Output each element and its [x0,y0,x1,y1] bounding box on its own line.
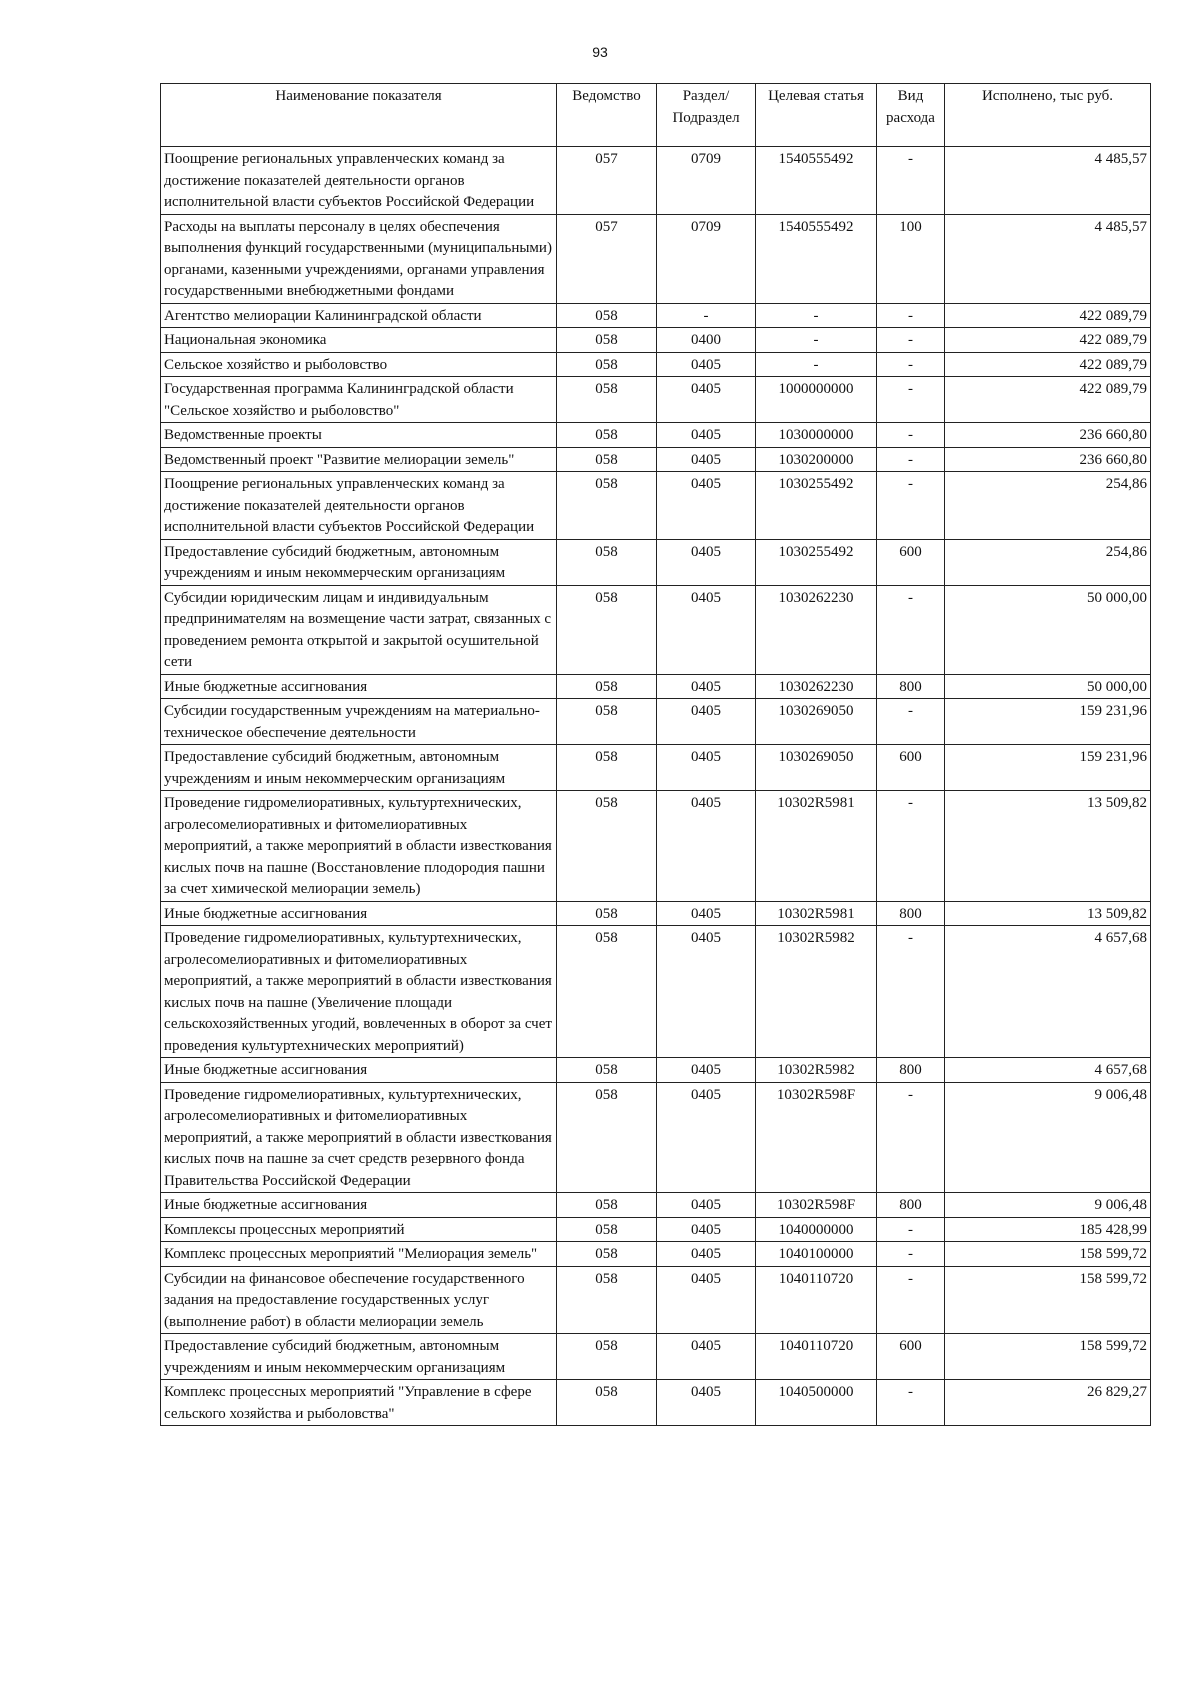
row-expense-type-cell: - [877,328,945,353]
row-section-cell: 0405 [657,901,756,926]
row-target-article-cell: 10302R5981 [756,791,877,902]
row-section-cell: - [657,303,756,328]
row-amount-cell: 26 829,27 [945,1380,1151,1426]
row-section-cell: 0405 [657,472,756,540]
row-target-article-cell: 1030200000 [756,447,877,472]
row-amount-cell: 254,86 [945,539,1151,585]
header-name: Наименование показателя [161,84,557,147]
row-expense-type-cell: 600 [877,745,945,791]
row-target-article-cell: 10302R5982 [756,926,877,1058]
row-name-cell: Предоставление субсидий бюджетным, автономным учреждениям и иным некоммерческим организациям [161,1334,557,1380]
table-row [161,1058,1151,1083]
header-section: Раздел/ Подраздел [657,84,756,147]
row-section-cell: 0405 [657,926,756,1058]
row-section-cell: 0405 [657,1217,756,1242]
row-expense-type-cell: 100 [877,214,945,303]
row-target-article-cell: 1030262230 [756,674,877,699]
row-name-cell: Иные бюджетные ассигнования [161,1193,557,1218]
row-name-cell: Иные бюджетные ассигнования [161,901,557,926]
row-department-cell: 058 [557,423,657,448]
table-row [161,1193,1151,1218]
row-name-cell: Государственная программа Калининградской области "Сельское хозяйство и рыболовство" [161,377,557,423]
row-section-cell: 0709 [657,214,756,303]
row-expense-type-cell: - [877,303,945,328]
row-section-cell: 0405 [657,1334,756,1380]
row-target-article-cell: 1540555492 [756,147,877,215]
row-amount-cell: 50 000,00 [945,585,1151,674]
row-amount-cell: 13 509,82 [945,791,1151,902]
row-expense-type-cell: - [877,699,945,745]
row-target-article-cell: 1030269050 [756,745,877,791]
page-number: 93 [592,44,608,60]
table-row [161,447,1151,472]
row-expense-type-cell: - [877,377,945,423]
row-department-cell: 058 [557,377,657,423]
row-name-cell: Субсидии юридическим лицам и индивидуальным предпринимателям на возмещение части затрат, связанных с проведением ремонта открытой и закрытой осушительной сети [161,585,557,674]
table-row [161,539,1151,585]
row-name-cell: Комплекс процессных мероприятий "Мелиорация земель" [161,1242,557,1267]
row-department-cell: 058 [557,585,657,674]
row-amount-cell: 422 089,79 [945,303,1151,328]
row-expense-type-cell: 800 [877,901,945,926]
row-expense-type-cell: 800 [877,674,945,699]
row-expense-type-cell: - [877,791,945,902]
table-row [161,699,1151,745]
row-amount-cell: 236 660,80 [945,447,1151,472]
row-amount-cell: 50 000,00 [945,674,1151,699]
row-name-cell: Национальная экономика [161,328,557,353]
row-name-cell: Проведение гидромелиоративных, культуртехнических, агролесомелиоративных и фитомелиоративных мероприятий, а также мероприятий в области известкования кислых почв на пашне за счет средств резервного фонда Правительства Российской Федерации [161,1082,557,1193]
row-name-cell: Иные бюджетные ассигнования [161,674,557,699]
row-target-article-cell: 10302R598F [756,1193,877,1218]
row-target-article-cell: 1040000000 [756,1217,877,1242]
row-department-cell: 057 [557,147,657,215]
row-section-cell: 0405 [657,699,756,745]
row-name-cell: Предоставление субсидий бюджетным, автономным учреждениям и иным некоммерческим организациям [161,539,557,585]
table-header [161,84,1151,147]
row-target-article-cell: 10302R5981 [756,901,877,926]
table-row [161,303,1151,328]
row-department-cell: 058 [557,352,657,377]
row-target-article-cell: 1030255492 [756,472,877,540]
row-section-cell: 0405 [657,377,756,423]
row-expense-type-cell: - [877,423,945,448]
row-amount-cell: 13 509,82 [945,901,1151,926]
row-expense-type-cell: - [877,447,945,472]
row-amount-cell: 4 657,68 [945,926,1151,1058]
table-row [161,328,1151,353]
row-department-cell: 058 [557,303,657,328]
row-name-cell: Проведение гидромелиоративных, культуртехнических, агролесомелиоративных и фитомелиоративных мероприятий, а также мероприятий в области известкования кислых почв на пашне (Увеличение площади сельскохозяйственных угодий, вовлеченных в оборот за счет проведения культуртехнических мероприятий) [161,926,557,1058]
table-row [161,472,1151,540]
row-amount-cell: 158 599,72 [945,1242,1151,1267]
row-amount-cell: 4 657,68 [945,1058,1151,1083]
row-section-cell: 0405 [657,352,756,377]
row-amount-cell: 159 231,96 [945,745,1151,791]
table-row [161,1082,1151,1193]
row-amount-cell: 236 660,80 [945,423,1151,448]
table-row [161,1334,1151,1380]
row-department-cell: 058 [557,1058,657,1083]
row-section-cell: 0405 [657,1242,756,1267]
row-target-article-cell: 1040110720 [756,1266,877,1334]
row-name-cell: Субсидии государственным учреждениям на материально-техническое обеспечение деятельности [161,699,557,745]
row-target-article-cell: 1000000000 [756,377,877,423]
row-target-article-cell: 1030269050 [756,699,877,745]
row-department-cell: 058 [557,745,657,791]
row-expense-type-cell: 800 [877,1193,945,1218]
row-amount-cell: 9 006,48 [945,1082,1151,1193]
row-section-cell: 0405 [657,1082,756,1193]
header-target-article: Целевая статья [756,84,877,147]
row-name-cell: Расходы на выплаты персоналу в целях обеспечения выполнения функций государственными (муниципальными) органами, казенными учреждениями, органами управления государственными внебюджетными фондами [161,214,557,303]
row-section-cell: 0405 [657,674,756,699]
table-row [161,745,1151,791]
row-target-article-cell: 1540555492 [756,214,877,303]
row-expense-type-cell: 600 [877,1334,945,1380]
row-expense-type-cell: - [877,147,945,215]
row-name-cell: Ведомственные проекты [161,423,557,448]
row-department-cell: 058 [557,1242,657,1267]
row-department-cell: 058 [557,1334,657,1380]
row-name-cell: Комплексы процессных мероприятий [161,1217,557,1242]
row-amount-cell: 158 599,72 [945,1334,1151,1380]
row-department-cell: 058 [557,1193,657,1218]
row-target-article-cell: 1040110720 [756,1334,877,1380]
budget-execution-table [160,83,1151,1426]
row-department-cell: 058 [557,447,657,472]
header-executed-amount: Исполнено, тыс руб. [945,84,1151,147]
table-row [161,901,1151,926]
row-amount-cell: 158 599,72 [945,1266,1151,1334]
table-row [161,1380,1151,1426]
row-amount-cell: 185 428,99 [945,1217,1151,1242]
row-target-article-cell: - [756,303,877,328]
row-section-cell: 0405 [657,745,756,791]
row-department-cell: 058 [557,539,657,585]
row-target-article-cell: 1030255492 [756,539,877,585]
row-department-cell: 058 [557,328,657,353]
row-name-cell: Иные бюджетные ассигнования [161,1058,557,1083]
table-row [161,352,1151,377]
row-amount-cell: 422 089,79 [945,377,1151,423]
row-target-article-cell: - [756,352,877,377]
row-section-cell: 0405 [657,585,756,674]
table-row [161,377,1151,423]
row-expense-type-cell: - [877,926,945,1058]
row-section-cell: 0400 [657,328,756,353]
table-row [161,674,1151,699]
row-name-cell: Субсидии на финансовое обеспечение государственного задания на предоставление государственных услуг (выполнение работ) в области мелиорации земель [161,1266,557,1334]
row-department-cell: 058 [557,1217,657,1242]
row-section-cell: 0405 [657,791,756,902]
row-name-cell: Поощрение региональных управленческих команд за достижение показателей деятельности органов исполнительной власти субъектов Российской Федерации [161,472,557,540]
row-target-article-cell: 1030000000 [756,423,877,448]
row-department-cell: 058 [557,1380,657,1426]
row-amount-cell: 4 485,57 [945,214,1151,303]
row-target-article-cell: 10302R598F [756,1082,877,1193]
row-target-article-cell: 1030262230 [756,585,877,674]
table-row [161,585,1151,674]
row-name-cell: Проведение гидромелиоративных, культуртехнических, агролесомелиоративных и фитомелиоративных мероприятий, а также мероприятий в области известкования кислых почв на пашне (Восстановление плодородия пашни за счет химической мелиорации земель) [161,791,557,902]
row-department-cell: 057 [557,214,657,303]
row-expense-type-cell: 600 [877,539,945,585]
table-row [161,1217,1151,1242]
table-row [161,1266,1151,1334]
row-department-cell: 058 [557,472,657,540]
row-amount-cell: 9 006,48 [945,1193,1151,1218]
table-row [161,1242,1151,1267]
row-target-article-cell: 10302R5982 [756,1058,877,1083]
header-expense-type: Вид расхода [877,84,945,147]
row-expense-type-cell: - [877,352,945,377]
row-target-article-cell: - [756,328,877,353]
row-amount-cell: 422 089,79 [945,352,1151,377]
row-section-cell: 0405 [657,539,756,585]
table-row [161,926,1151,1058]
row-section-cell: 0405 [657,1266,756,1334]
row-section-cell: 0405 [657,1193,756,1218]
row-expense-type-cell: - [877,1380,945,1426]
row-amount-cell: 254,86 [945,472,1151,540]
row-expense-type-cell: - [877,472,945,540]
row-name-cell: Поощрение региональных управленческих команд за достижение показателей деятельности органов исполнительной власти субъектов Российской Федерации [161,147,557,215]
row-department-cell: 058 [557,1266,657,1334]
table-row [161,791,1151,902]
header-row [161,84,1151,147]
row-section-cell: 0405 [657,1058,756,1083]
row-expense-type-cell: - [877,1217,945,1242]
table-row [161,423,1151,448]
row-name-cell: Ведомственный проект "Развитие мелиорации земель" [161,447,557,472]
row-name-cell: Комплекс процессных мероприятий "Управление в сфере сельского хозяйства и рыболовства" [161,1380,557,1426]
table-row [161,147,1151,215]
row-target-article-cell: 1040100000 [756,1242,877,1267]
row-section-cell: 0405 [657,1380,756,1426]
row-department-cell: 058 [557,901,657,926]
row-amount-cell: 422 089,79 [945,328,1151,353]
table-body [161,147,1151,1426]
row-section-cell: 0405 [657,423,756,448]
row-section-cell: 0405 [657,447,756,472]
row-expense-type-cell: - [877,1082,945,1193]
row-expense-type-cell: - [877,585,945,674]
header-department: Ведомство [557,84,657,147]
row-name-cell: Агентство мелиорации Калининградской области [161,303,557,328]
row-department-cell: 058 [557,926,657,1058]
row-name-cell: Предоставление субсидий бюджетным, автономным учреждениям и иным некоммерческим организациям [161,745,557,791]
row-expense-type-cell: - [877,1242,945,1267]
row-expense-type-cell: 800 [877,1058,945,1083]
row-department-cell: 058 [557,699,657,745]
row-expense-type-cell: - [877,1266,945,1334]
row-department-cell: 058 [557,674,657,699]
row-name-cell: Сельское хозяйство и рыболовство [161,352,557,377]
row-amount-cell: 159 231,96 [945,699,1151,745]
row-section-cell: 0709 [657,147,756,215]
row-target-article-cell: 1040500000 [756,1380,877,1426]
row-department-cell: 058 [557,791,657,902]
row-amount-cell: 4 485,57 [945,147,1151,215]
table-row [161,214,1151,303]
row-department-cell: 058 [557,1082,657,1193]
